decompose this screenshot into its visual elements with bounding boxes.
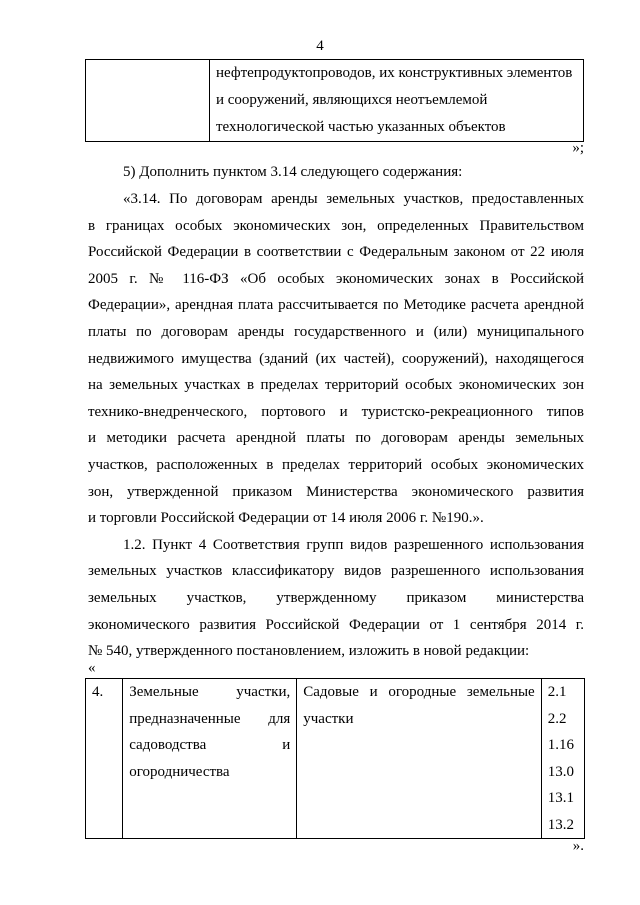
table-cell-codes: 2.1 2.2 1.16 13.0 13.1 13.2	[541, 679, 584, 839]
closing-quote-final: ».	[572, 838, 584, 854]
table-continuation	[85, 59, 584, 142]
paragraph-item-5: 5) Дополнить пунктом 3.14 следующего содержания:	[123, 164, 463, 180]
land-use-table	[85, 678, 585, 839]
table-cell-description: Садовые и огородные земельные участки	[297, 679, 541, 839]
table-row	[86, 60, 584, 142]
table-cell-name: Земельные участки, предназначенные для садоводства и огородничества	[123, 679, 297, 839]
closing-quote: »;	[572, 140, 584, 156]
opening-quote: «	[88, 660, 96, 676]
page-number: 4	[316, 38, 324, 54]
table-cell-number: 4.	[86, 679, 123, 839]
table-row	[86, 679, 585, 839]
table-cell-text: нефтепродуктопроводов, их конструктивных элементов и сооружений, являющихся неотъемлемой технологической частью указанных объектов	[210, 60, 584, 142]
table-cell-empty	[86, 60, 210, 142]
